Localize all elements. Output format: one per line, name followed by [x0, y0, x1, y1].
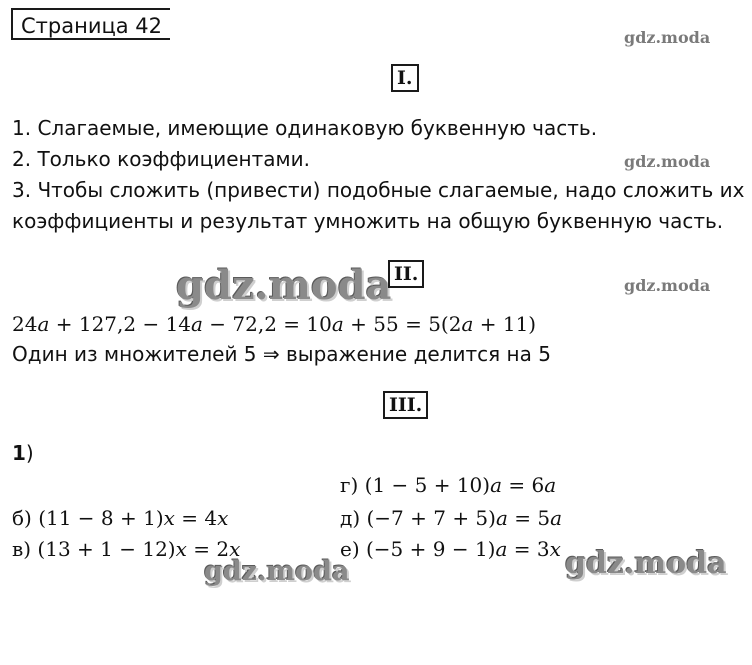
watermark-large-2: gdz.moda — [204, 556, 350, 587]
answer-line-3: 3. Чтобы сложить (привести) подобные слагаемые, надо сложить их — [12, 178, 745, 202]
watermark-top-right: gdz.moda — [624, 28, 711, 47]
section-mark-3: III. — [383, 391, 428, 419]
task-number-digit: 1 — [12, 441, 26, 465]
answer-line-1: 1. Слагаемые, имеющие одинаковую буквенную часть. — [12, 116, 598, 140]
item-e: е) (−5 + 9 − 1)𝑎 = 3𝑥 — [340, 537, 561, 561]
item-v: в) (13 + 1 − 12)𝑥 = 2𝑥 — [12, 537, 241, 561]
item-g: г) (1 − 5 + 10)𝑎 = 6𝑎 — [340, 473, 557, 497]
task-number-paren: ) — [25, 441, 34, 465]
watermark-large-3: gdz.moda — [565, 546, 727, 581]
section-mark-1: I. — [391, 64, 419, 92]
item-b: б) (11 − 8 + 1)𝑥 = 4𝑥 — [12, 506, 229, 530]
watermark-large-1: gdz.moda — [176, 262, 392, 309]
watermark-mid-right: gdz.moda — [624, 152, 711, 171]
page-title: Страница 42 — [11, 8, 170, 40]
item-d: д) (−7 + 7 + 5)𝑎 = 5𝑎 — [340, 506, 563, 530]
answer-line-2: 2. Только коэффициентами. — [12, 147, 310, 171]
watermark-section2-right: gdz.moda — [624, 276, 711, 295]
conclusion-line: Один из множителей 5 ⇒ выражение делится на 5 — [12, 342, 551, 366]
section-mark-2: II. — [388, 260, 424, 288]
header-underline — [11, 38, 155, 40]
task-number — [12, 438, 34, 468]
answer-line-4: коэффициенты и результат умножить на общую буквенную часть. — [12, 209, 724, 233]
equation-line: 24𝑎 + 127,2 − 14𝑎 − 72,2 = 10𝑎 + 55 = 5(2𝑎 + 11) — [12, 312, 537, 336]
